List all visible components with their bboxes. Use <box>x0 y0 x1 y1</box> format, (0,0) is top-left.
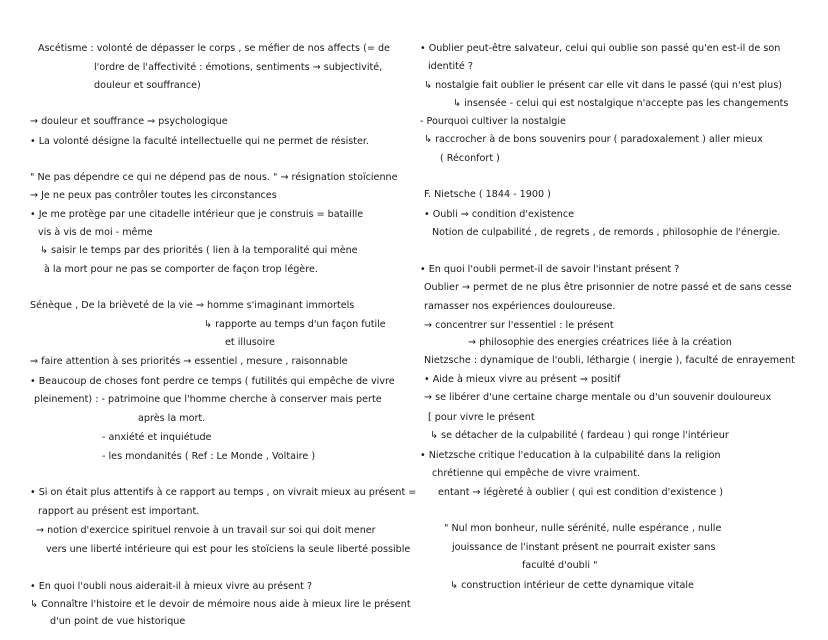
note-line: [ pour vivre le présent <box>428 412 535 423</box>
note-line: pleinement) : - patrimoine que l'homme cherche à conserver mais perte <box>34 394 382 405</box>
note-line: → Je ne peux pas contrôler toutes les circonstances <box>30 190 277 201</box>
note-line: ↳ raccrocher à de bons souvenirs pour ( paradoxalement ) aller mieux <box>424 134 763 145</box>
note-line: → concentrer sur l'essentiel : le présent <box>424 320 614 331</box>
note-line: après la mort. <box>138 413 206 424</box>
note-line: rapport au présent est important. <box>38 506 200 517</box>
note-line: " Ne pas dépendre ce qui ne dépend pas de nous. " → résignation stoïcienne <box>30 172 398 183</box>
note-line: • En quoi l'oubli permet-il de savoir l'instant présent ? <box>420 264 680 275</box>
note-line: Sénèque , De la brièveté de la vie ⇒ homme s'imaginant immortels <box>30 300 355 311</box>
note-line: • Si on était plus attentifs à ce rapport au temps , on vivrait mieux au présent = <box>30 487 417 498</box>
note-line: → philosophie des energies créatrices liée à la création <box>468 337 732 348</box>
note-line: ↳ saisir le temps par des priorités ( lien à la temporalité qui mène <box>40 245 358 256</box>
note-line: • Je me protège par une citadelle intérieur que je construis = bataille <box>30 209 364 220</box>
note-line: • Oubli ⇒ condition d'existence <box>424 209 575 220</box>
note-line: ↳ construction intérieur de cette dynamique vitale <box>450 580 694 591</box>
note-line: → notion d'exercice spirituel renvoie à un travail sur soi qui doit mener <box>36 525 376 536</box>
note-line: identité ? <box>428 61 473 72</box>
note-line: • Nietzsche critique l'education à la culpabilité dans la religion <box>420 450 721 461</box>
note-line: ↳ insensée - celui qui est nostalgique n'accepte pas les changements <box>453 98 789 109</box>
note-line: l'ordre de l'affectivité : émotions, sentiments → subjectivité, <box>94 62 383 73</box>
note-line: entant → légèreté à oublier ( qui est condition d'existence ) <box>438 487 724 498</box>
note-line: • Oublier peut-être salvateur, celui qui oublie son passé qu'en est-il de son <box>420 43 781 54</box>
note-line: • Beaucoup de choses font perdre ce temps ( futilités qui empêche de vivre <box>30 376 395 387</box>
note-line: chrétienne qui empêche de vivre vraiment. <box>432 468 640 479</box>
note-line: d'un point de vue historique <box>50 616 186 627</box>
note-line: • Aide à mieux vivre au présent ⇒ positif <box>424 374 621 385</box>
note-line: ↳ nostalgie fait oublier le présent car elle vit dans le passé (qui n'est plus) <box>424 80 782 91</box>
note-line: ↳ Connaître l'histoire et le devoir de mémoire nous aide à mieux lire le présent <box>30 599 411 610</box>
note-line: • La volonté désigne la faculté intellectuelle qui ne permet de résister. <box>30 136 370 147</box>
note-line: Ascétisme : volonté de dépasser le corps , se méfier de nos affects (= de <box>38 43 390 54</box>
note-line: - anxiété et inquiétude <box>102 432 212 443</box>
note-line: ⇒ faire attention à ses priorités → essentiel , mesure , raisonnable <box>30 356 348 367</box>
note-line: à la mort pour ne pas se comporter de façon trop légère. <box>44 264 318 275</box>
note-line: vers une liberté intérieure qui est pour les stoïciens la seule liberté possible <box>46 544 411 555</box>
note-line: vis à vis de moi - même <box>38 227 153 238</box>
note-line: - Pourquoi cultiver la nostalgie <box>420 116 566 127</box>
note-line: ↳ se détacher de la culpabilité ( fardeau ) qui ronge l'intérieur <box>430 430 729 441</box>
note-line: Notion de culpabilité , de regrets , de remords , philosophie de l'énergie. <box>432 227 781 238</box>
note-line: et illusoire <box>225 337 275 348</box>
quote-line: faculté d'oubli " <box>522 560 598 571</box>
quote-line: " Nul mon bonheur, nulle sérénité, nulle espérance , nulle <box>444 523 722 534</box>
note-line: → douleur et souffrance ⇒ psychologique <box>30 116 228 127</box>
note-line: → se libérer d'une certaine charge mentale ou d'un souvenir douloureux <box>424 392 772 403</box>
note-line: • En quoi l'oubli nous aiderait-il à mieux vivre au présent ? <box>30 581 313 592</box>
note-line: ramasser nos expériences douloureuse. <box>424 301 616 312</box>
note-line: ↳ rapporte au temps d'un façon futile <box>204 319 386 330</box>
quote-line: jouissance de l'instant présent ne pourrait exister sans <box>452 542 716 553</box>
note-line: ( Réconfort ) <box>440 153 500 164</box>
note-line: Nietzsche : dynamique de l'oubli, léthargie ( inergie ), faculté de enrayement <box>424 355 795 366</box>
note-line: F. Nietsche ( 1844 - 1900 ) <box>424 189 551 200</box>
note-line: - les mondanités ( Ref : Le Monde , Voltaire ) <box>102 451 316 462</box>
note-line: Oublier → permet de ne plus être prisonnier de notre passé et de sans cesse <box>424 282 792 293</box>
note-line: douleur et souffrance) <box>94 80 201 91</box>
